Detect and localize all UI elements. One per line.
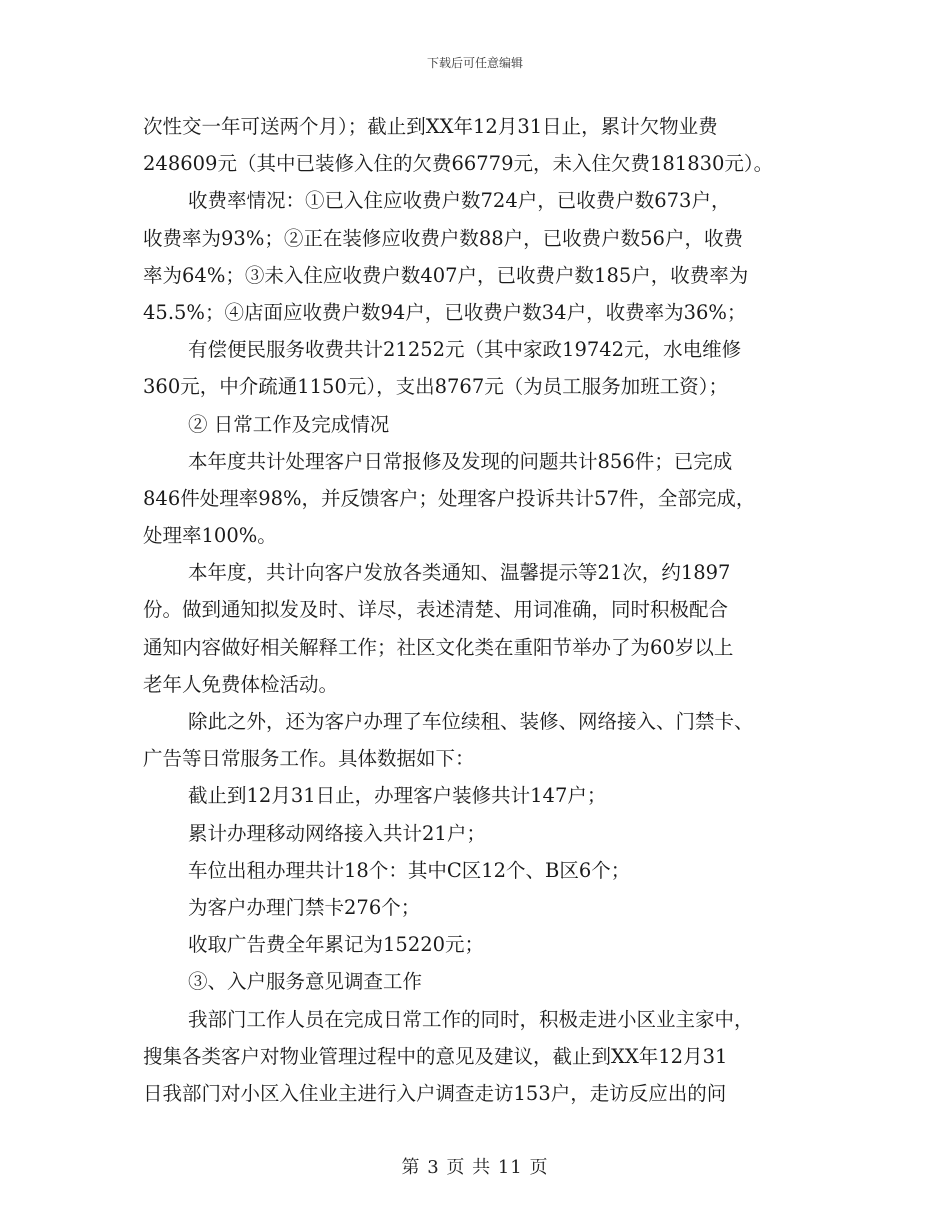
text-line: 有偿便民服务收费共计21252元（其中家政19742元，水电维修 bbox=[188, 338, 742, 362]
text-line: 收费率为93%；②正在装修应收费户数88户，已收费户数56户，收费 bbox=[143, 226, 743, 250]
text-line: 收费率情况：①已入住应收费户数724户，已收费户数673户， bbox=[188, 189, 731, 213]
page-header: 下载后可任意编辑 bbox=[426, 56, 523, 70]
text-line: 通知内容做好相关解释工作；社区文化类在重阳节举办了为60岁以上 bbox=[143, 635, 734, 659]
text-line: 收取广告费全年累记为15220元； bbox=[188, 933, 485, 957]
text-line: 累计办理移动网络接入共计21户； bbox=[188, 821, 486, 845]
page-footer: 第 3 页 共 11 页 bbox=[401, 1157, 549, 1178]
text-line: 本年度共计处理客户日常报修及发现的问题共计856件；已完成 bbox=[188, 449, 733, 473]
text-line: 广告等日常服务工作。具体数据如下： bbox=[143, 747, 475, 771]
text-line: ② 日常工作及完成情况 bbox=[188, 412, 390, 436]
text-line: ③、入户服务意见调查工作 bbox=[188, 970, 423, 994]
text-line: 车位出租办理共计18个：其中C区12个、B区6个； bbox=[188, 858, 631, 882]
text-line: 处理率100%。 bbox=[143, 524, 277, 548]
text-line: 除此之外，还为客户办理了车位续租、装修、网络接入、门禁卡、 bbox=[188, 710, 754, 733]
text-line: 360元，中介疏通1150元），支出8767元（为员工服务加班工资）； bbox=[143, 375, 728, 399]
text-line: 本年度，共计向客户发放各类通知、温馨提示等21次，约1897 bbox=[188, 561, 731, 585]
text-line: 次性交一年可送两个月）；截止到XX年12月31日止，累计欠物业费 bbox=[143, 115, 718, 138]
text-line: 截止到12月31日止，办理客户装修共计147户； bbox=[188, 784, 607, 808]
text-line: 率为64%；③未入住应收费户数407户，已收费户数185户，收费率为 bbox=[143, 263, 749, 287]
text-line: 846件处理率98%，并反馈客户；处理客户投诉共计57件，全部完成， bbox=[143, 486, 756, 510]
text-line: 248609元（其中已装修入住的欠费66779元，未入住欠费181830元）。 bbox=[143, 152, 774, 176]
text-line: 搜集各类客户对物业管理过程中的意见及建议，截止到XX年12月31 bbox=[143, 1044, 728, 1068]
text-line: 日我部门对小区入住业主进行入户调查走访153户，走访反应出的问 bbox=[143, 1081, 727, 1105]
text-line: 45.5%；④店面应收费户数94户，已收费户数34户，收费率为36%； bbox=[143, 300, 747, 324]
text-line: 为客户办理门禁卡276个； bbox=[188, 895, 421, 919]
text-line: 老年人免费体检活动。 bbox=[143, 672, 339, 696]
text-line: 我部门工作人员在完成日常工作的同时，积极走进小区业主家中， bbox=[188, 1007, 754, 1031]
document-body bbox=[143, 108, 813, 1112]
text-line: 份。做到通知拟发及时、详尽，表述清楚、用词准确，同时积极配合 bbox=[143, 598, 729, 622]
